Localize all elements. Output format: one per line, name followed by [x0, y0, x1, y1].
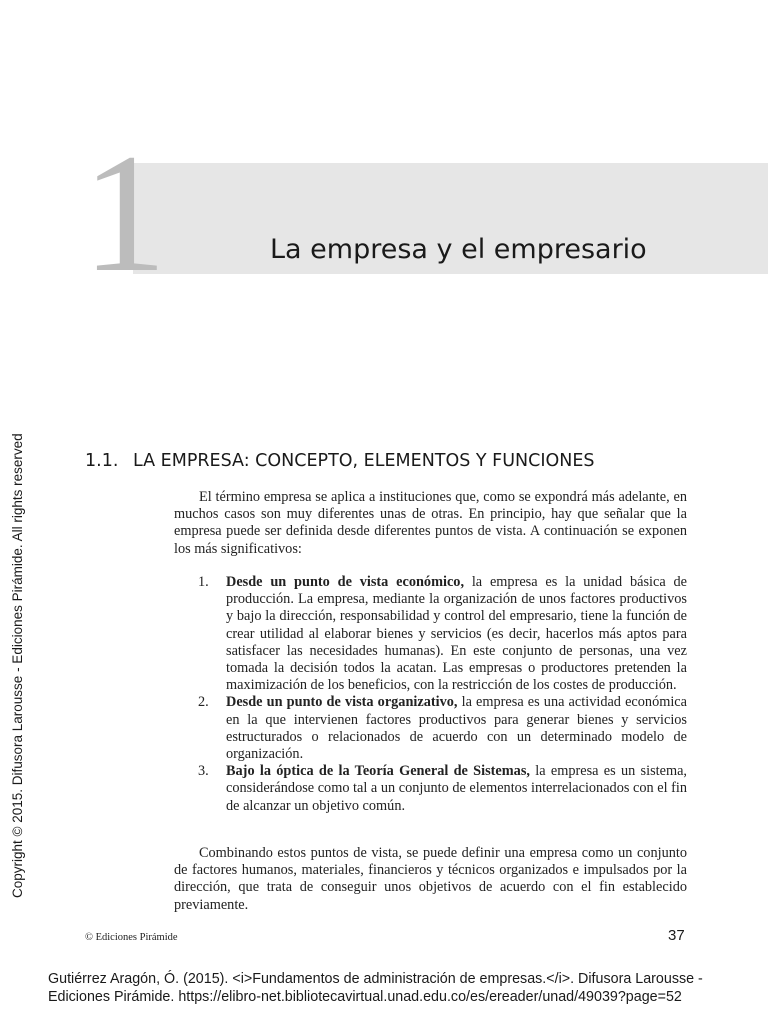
closing-paragraph-block [174, 845, 687, 914]
section-heading [85, 449, 595, 473]
intro-paragraph-block [174, 489, 687, 558]
section-number: 1.1. [85, 451, 119, 471]
list-item-text: la empresa es un sistema, considerándose como tal a un conjunto de elementos interrelacionados con el fin de alcanzar un objetivo común. [226, 763, 687, 814]
side-copyright-notice: Copyright © 2015. Difusora Larousse - Ediciones Pirámide. All rights reserved [10, 433, 25, 898]
list-item-bold-lead: Bajo la óptica de la Teoría General de Sistemas, [226, 763, 530, 780]
page-number: 37 [668, 927, 685, 944]
section-title: LA EMPRESA: CONCEPTO, ELEMENTOS Y FUNCIONES [133, 451, 595, 471]
closing-paragraph: Combinando estos puntos de vista, se puede definir una empresa como un conjunto de factores humanos, materiales, financieros y técnicos organizados e impulsados por la dirección, que trata de conseguir unos objetivos de acuerdo con el fin establecido previamente. [174, 845, 687, 913]
list-item-text: la empresa es una actividad económica en la que intervienen factores productivos para generar bienes y servicios estructurados o relacionados de acuerdo con un determinado modelo de organización. [226, 694, 687, 763]
chapter-number: 1 [82, 119, 167, 307]
list-item-text: la empresa es la unidad básica de producción. La empresa, mediante la organización de unos factores productivos y bajo la dirección, responsabilidad y control del empresario, tiene la función de crear utilidad al elaborar bienes y servicios (es decir, hacerlos más aptos para satisfacer las necesidades humanas). En este conjunto de personas, una vez tomada la decisión todos la acatan. Las empresas o productores pretenden la maximización de los beneficios, con la restricción de los costes de producción. [226, 574, 687, 694]
list-item-bold-lead: Desde un punto de vista organizativo, [226, 694, 458, 711]
list-item-marker: 1. [198, 574, 209, 590]
list-item-bold-lead: Desde un punto de vista económico, [226, 574, 465, 590]
definition-list [198, 574, 687, 815]
list-item [198, 694, 687, 763]
list-item [198, 763, 687, 815]
chapter-title: La empresa y el empresario [270, 234, 647, 265]
list-item-marker: 2. [198, 694, 209, 711]
list-item [198, 574, 687, 694]
list-item-marker: 3. [198, 763, 209, 780]
intro-paragraph: El término empresa se aplica a instituciones que, como se expondrá más adelante, en muchos casos son muy diferentes unas de otras. En principio, hay que señalar que la empresa puede ser definida desde diferentes puntos de vista. A continuación se exponen los más significativos: [174, 489, 687, 557]
citation-text: Gutiérrez Aragón, Ó. (2015). <i>Fundamentos de administración de empresas.</i>. Difusora Larousse - Ediciones Pirámide. https://elibro-net.bibliotecavirtual.unad.edu.co/es/ereader/unad/49039?page=52 [48, 971, 703, 1005]
footer-publisher: © Ediciones Pirámide [85, 932, 178, 943]
